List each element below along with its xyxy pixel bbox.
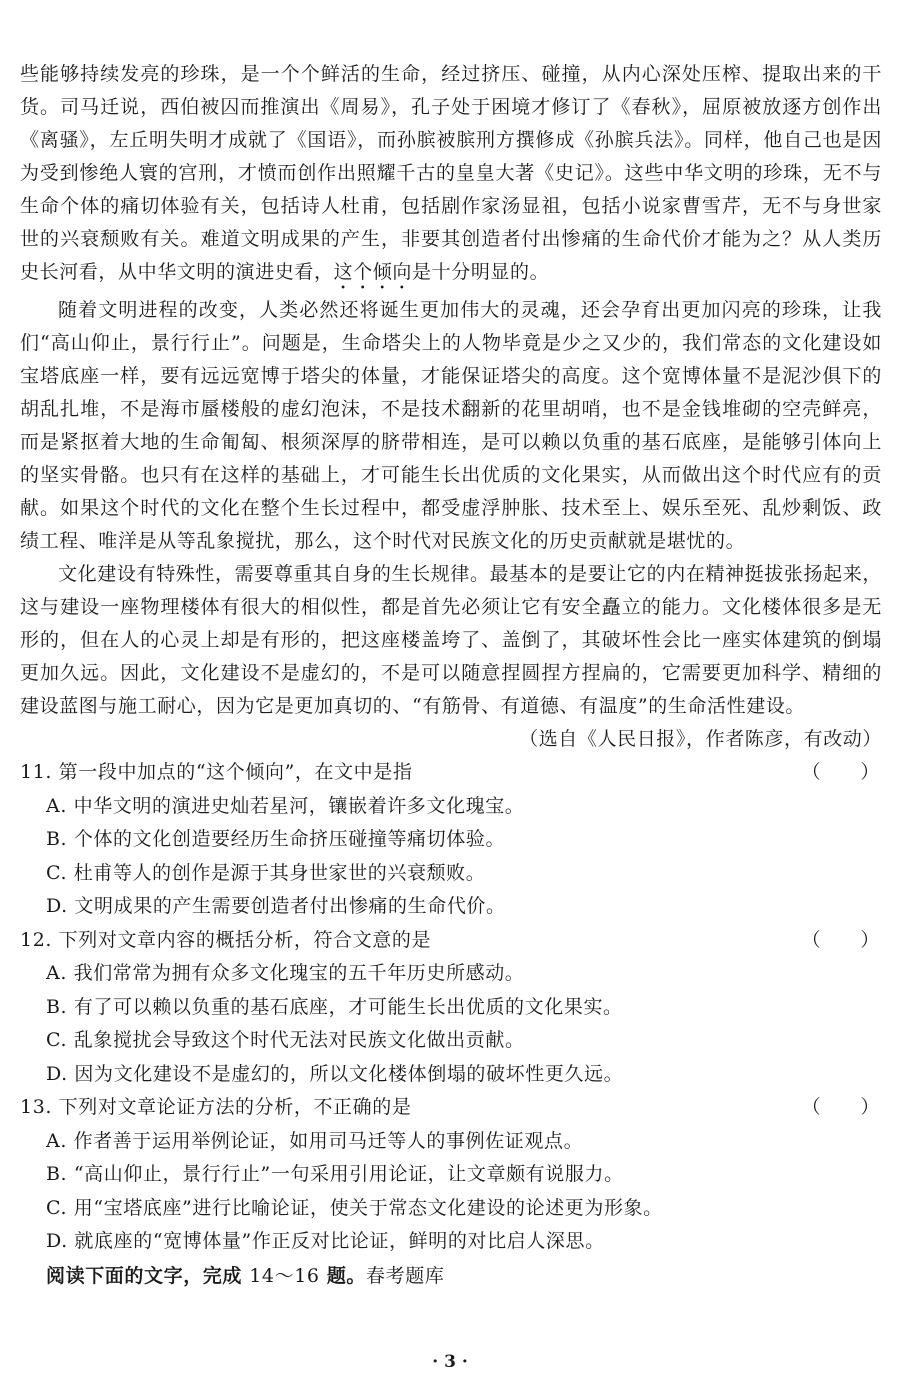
page-number: · 3 ·	[432, 1352, 468, 1372]
option-d: D. 因为文化建设不是虚幻的，所以文化楼体倒塌的破坏性更久远。	[46, 1062, 624, 1085]
question-stem	[20, 924, 882, 958]
answer-bracket: （ ）	[801, 761, 880, 783]
option-a: A. 中华文明的演进史灿若星河，镶嵌着许多文化瑰宝。	[46, 794, 525, 817]
instruction-tail: 题。	[326, 1264, 367, 1287]
option-d: D. 文明成果的产生需要创造者付出惨痛的生命代价。	[46, 895, 506, 917]
reading-instruction	[20, 1259, 882, 1293]
option-c: C. 杜甫等人的创作是源于其身世家世的兴衰颓败。	[46, 861, 486, 884]
question-text: 13. 下列对文章论证方法的分析，不正确的是	[20, 1096, 412, 1118]
option-c: C. 用“宝塔底座”进行比喻论证，使关于常态文化建设的论述更为形象。	[46, 1196, 663, 1219]
option-b: B. “高山仰止，景行行止”一句采用引用论证，让文章颇有说服力。	[46, 1163, 624, 1185]
exam-page	[20, 58, 882, 1293]
question-11	[20, 756, 882, 924]
answer-bracket: （ ）	[801, 1096, 880, 1118]
watermark-text: 春考题库	[366, 1264, 445, 1287]
option-a: A. 作者善于运用举例论证，如用司马迁等人的事例佐证观点。	[46, 1129, 584, 1152]
answer-bracket: （ ）	[801, 928, 880, 951]
dotted-phrase: 这个倾向	[333, 261, 413, 283]
question-12	[20, 924, 882, 1092]
passage-paragraph-3: 文化建设有特殊性，需要尊重其自身的生长规律。最基本的是要让它的内在精神挺拔张扬起来，这与建设一座物理楼体有很大的相似性，都是首先必须让它有安全矗立的能力。文化楼体很多是无形的，但在人的心灵上却是有形的，把这座楼盖垮了、盖倒了，其破坏性会比一座实体建筑的倒塌更加久远。因此，文化建设不是虚幻的，不是可以随意捏圆捏方捏扁的，它需要更加科学、精细的建设蓝图与施工耐心，因为它是更加真切的、“有筋骨、有道德、有温度”的生命活性建设。	[20, 563, 882, 717]
passage-paragraph-1	[20, 58, 882, 294]
option-c: C. 乱象搅扰会导致这个时代无法对民族文化做出贡献。	[46, 1029, 525, 1051]
passage-p1-text: 些能够持续发亮的珍珠，是一个个鲜活的生命，经过挤压、碰撞，从内心深处压榨、提取出来的干货。司马迁说，西伯被囚而推演出《周易》，孔子处于困境才修订了《春秋》，屈原被放逐方创作出《离骚》，左丘明失明才成就了《国语》，而孙膑被膑刑方撰修成《孙膑兵法》。同样，他自己也是因为受到惨绝人寰的宫刑，才愤而创作出照耀千古的皇皇大著《史记》。这些中华文明的珍珠，无不与生命个体的痛切体验有关，包括诗人杜甫，包括剧作家汤显祖，包括小说家曹雪芹，无不与身世家世的兴衰颓败有关。难道文明成果的产生，非要其创造者付出惨痛的生命代价才能为之？从人类历史长河看，从中华文明的演进史看，	[20, 63, 882, 283]
passage-p1-text-end: 是十分明显的。	[412, 261, 550, 283]
question-text: 12. 下列对文章内容的概括分析，符合文意的是	[20, 928, 432, 951]
instruction-lead: 阅读下面的文字，完成	[46, 1264, 243, 1287]
question-text: 11. 第一段中加点的“这个倾向”，在文中是指	[20, 761, 413, 783]
option-d: D. 就底座的“宽博体量”作正反对比论证，鲜明的对比启人深思。	[46, 1230, 605, 1252]
passage-source: （选自《人民日报》，作者陈彦，有改动）	[519, 728, 882, 750]
instruction-range: 14～16	[249, 1264, 320, 1287]
question-13	[20, 1091, 882, 1259]
option-b: B. 个体的文化创造要经历生命挤压碰撞等痛切体验。	[46, 828, 506, 850]
passage-paragraph-2: 随着文明进程的改变，人类必然还将诞生更加伟大的灵魂，还会孕育出更加闪亮的珍珠，让我们“高山仰止，景行行止”。问题是，生命塔尖上的人物毕竟是少之又少的，我们常态的文化建设如宝塔底座一样，要有远远宽博于塔尖的体量，才能保证塔尖的高度。这个宽博体量不是泥沙俱下的胡乱扎堆，不是海市蜃楼般的虚幻泡沫，不是技术翻新的花里胡哨，也不是金钱堆砌的空壳鲜亮，而是紧抠着大地的生命匍匐、根须深厚的脐带相连，是可以赖以负重的基石底座，是能够引体向上的坚实骨骼。也只有在这样的基础上，才可能生长出优质的文化果实，从而做出这个时代应有的贡献。如果这个时代的文化在整个生长过程中，都受虚浮肿胀、技术至上、娱乐至死、乱炒剩饭、政绩工程、唯洋是从等乱象搅扰，那么，这个时代对民族文化的历史贡献就是堪忧的。	[20, 299, 882, 552]
option-a: A. 我们常常为拥有众多文化瑰宝的五千年历史所感动。	[46, 962, 525, 984]
question-stem	[20, 756, 882, 790]
question-stem	[20, 1091, 882, 1125]
option-b: B. 有了可以赖以负重的基石底座，才可能生长出优质的文化果实。	[46, 995, 623, 1018]
